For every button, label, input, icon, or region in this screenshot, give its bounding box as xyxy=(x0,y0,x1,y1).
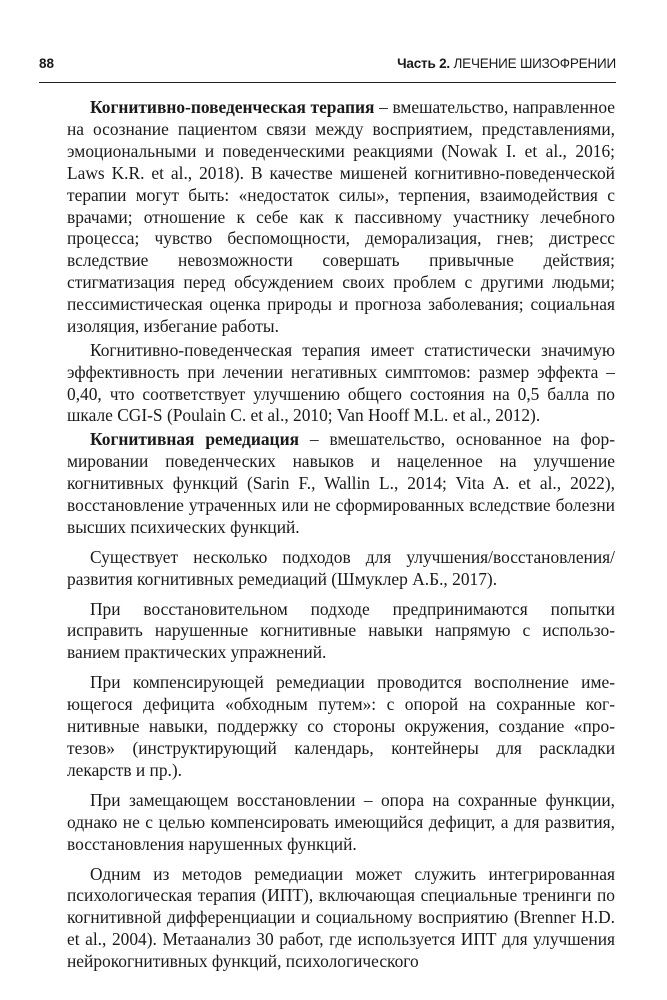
paragraph-restorative xyxy=(67,599,615,665)
paragraph-text: Существует несколько подходов для улучшения/восстановления/ развития когнитивных ремедиаций (Шмуклер А.Б., 2017). xyxy=(67,546,615,589)
paragraph-approaches xyxy=(67,547,615,591)
running-head-title: ЛЕЧЕНИЕ ШИЗОФРЕНИИ xyxy=(453,56,616,71)
paragraph-cbt-efficacy xyxy=(67,340,615,428)
paragraph-text: – вмешательство, направленное на осознание пациентом связи между восприятием, представлениями, эмоциональными и поведенческими реакциями (Nowak I. et al., 2016; Laws K.R. et al., 2018). В качестве мишеней когнитивно-поведенческой терапии могут быть: «недостаток силы», терпения, взаимодействия с врачами; отношение к себе как к пассивному участнику лечебного процесса; чувство беспомощности, деморализация, гнев; дистресс вследствие невозможности совершать привычные действия; стигматизация перед обсуждением своих проблем с другими людьми; пессимистическая оценка природы и прогноза заболевания; социальная изоляция, избегание работы. xyxy=(67,97,615,337)
term-cognitive-remediation: Когнитивная ремедиация xyxy=(90,429,300,450)
page-header xyxy=(39,56,616,82)
paragraph-text: При замещающем восстановлении – опора на сохранные функции, однако не с целью компенсировать имеющийся дефицит, а для развития, восстановления нарушенных функций. xyxy=(67,789,615,854)
term-cbt: Когнитивно-поведенческая терапия xyxy=(90,97,375,117)
paragraph-text: – вмешательство, основанное на формировании поведенческих навыков и нацеленное на улучшение когнитивных функций (Sarin F., Wallin L., 2014; Vita A. et al., 2022), восстановление утраченных или не сформированных вследствие болезни высших психических функций. xyxy=(67,429,615,537)
paragraph-substitutive xyxy=(67,790,615,856)
header-rule xyxy=(39,82,616,83)
running-head xyxy=(397,56,616,71)
page-number: 88 xyxy=(39,56,55,71)
paragraph-compensatory xyxy=(67,672,615,782)
paragraph-ipt xyxy=(67,864,615,974)
paragraph-cbt xyxy=(67,97,615,338)
paragraph-text: При компенсирующей ремедиации проводится восполнение имеющегося дефицита «обходным путем»: с опорой на сохранные когнитивные навыки, поддержку со стороны окружения, создание «протезов» (инструктирующий календарь, контейнеры для раскладки лекарств и пр.). xyxy=(67,672,615,780)
body-text xyxy=(67,97,615,973)
paragraph-text: Когнитивно-поведенческая терапия имеет статистически значимую эффективность при лечении негативных симптомов: размер эффекта –0,40, что соответствует улучшению общего состояния на 0,5 балла по шкале CGI-S (Poulain C. et al., 2010; Van Hooff M.L. et al., 2012). xyxy=(67,339,615,426)
paragraph-text: При восстановительном подходе предпринимаются попытки исправить нарушенные когнитивные навыки напрямую с использованием практических упражнений. xyxy=(67,598,615,663)
paragraph-text: Одним из методов ремедиации может служить интегрированная психологическая терапия (ИПТ), включающая специальные тренинги по когнитивной дифференциации и социальному восприятию (Brenner H.D. et al., 2004). Метаанализ 30 работ, где используется ИПТ для улучшения нейрокогнитивных функций, психологического xyxy=(67,863,615,972)
paragraph-cognitive-remediation xyxy=(67,429,615,539)
running-head-part: Часть 2. xyxy=(397,56,450,71)
